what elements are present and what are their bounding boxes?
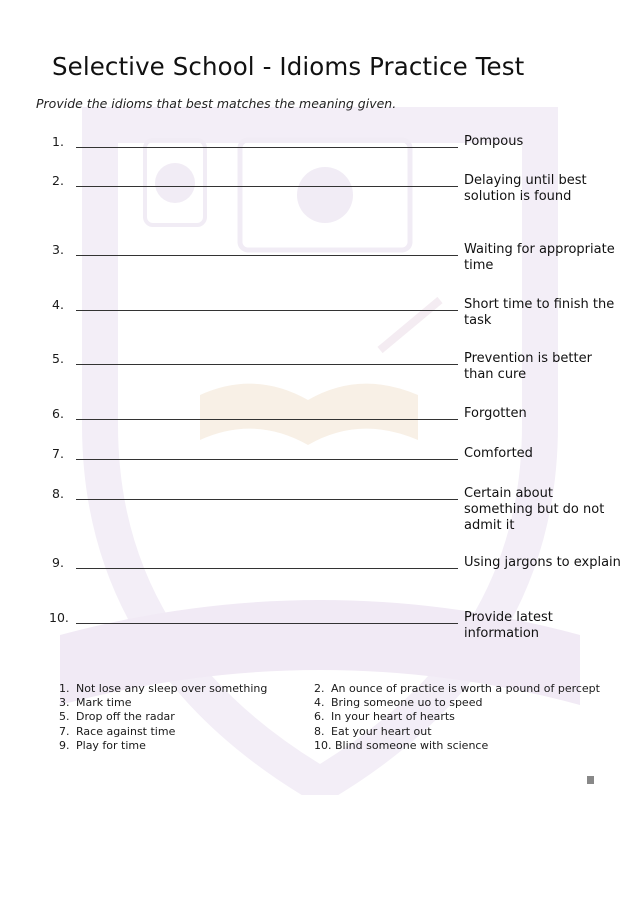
answer-line[interactable] (76, 186, 458, 187)
question-number: 2. (52, 173, 64, 188)
question-meaning: Delaying until best solution is found (464, 173, 587, 204)
answer-text: Race against time (76, 724, 176, 738)
answer-line[interactable] (76, 255, 458, 256)
answer-text: An ounce of practice is worth a pound of percept (331, 682, 600, 695)
question-number: 3. (52, 242, 64, 257)
answer-item (314, 710, 455, 724)
question-meaning: Prevention is better than cure (464, 351, 592, 382)
question-meaning: Comforted (464, 446, 533, 461)
answer-item (59, 696, 131, 710)
answer-text: Blind someone with science (331, 738, 489, 752)
question-number: 4. (52, 297, 64, 312)
answer-line[interactable] (76, 419, 458, 420)
answer-item (59, 739, 146, 753)
instructions: Provide the idioms that best matches the meaning given. (36, 96, 397, 111)
answer-text: Eat your heart out (331, 724, 432, 738)
answer-line[interactable] (76, 459, 458, 460)
answer-number: 4. (314, 696, 325, 710)
answer-item (314, 696, 482, 710)
answer-number: 1. (59, 682, 70, 695)
question-number: 5. (52, 351, 64, 366)
answer-item (314, 725, 432, 739)
answer-line[interactable] (76, 499, 458, 500)
question-meaning: Using jargons to explain (464, 555, 621, 570)
question-number: 6. (52, 406, 64, 421)
question-number: 1. (52, 134, 64, 149)
answer-number: 5. (59, 710, 70, 724)
question-meaning: Short time to finish the task (464, 297, 615, 328)
answer-text: Bring someone uo to speed (331, 696, 483, 710)
answer-text: Play for time (76, 738, 146, 752)
answer-number: 6. (314, 710, 325, 724)
answer-line[interactable] (76, 364, 458, 365)
answer-line[interactable] (76, 147, 458, 148)
answer-line[interactable] (76, 623, 458, 624)
answer-number: 7. (59, 724, 70, 738)
answer-number: 8. (314, 724, 325, 738)
question-meaning: Forgotten (464, 406, 527, 421)
question-number: 8. (52, 486, 64, 501)
page-title: Selective School - Idioms Practice Test (52, 52, 525, 81)
answer-item (59, 710, 175, 724)
answer-line[interactable] (76, 310, 458, 311)
answer-number: 3. (59, 696, 70, 710)
question-meaning: Waiting for appropriate time (464, 242, 615, 273)
question-number: 7. (52, 446, 64, 461)
answer-text: In your heart of hearts (331, 710, 455, 724)
answer-number: 10. (314, 738, 332, 752)
question-meaning: Provide latest information (464, 610, 553, 641)
answer-text: Not lose any sleep over something (76, 682, 268, 695)
answer-item (59, 682, 267, 696)
answer-number: 2. (314, 682, 325, 695)
question-number: 9. (52, 555, 64, 570)
page-marker (587, 776, 594, 784)
answer-line[interactable] (76, 568, 458, 569)
answer-number: 9. (59, 738, 70, 752)
answer-item (59, 725, 175, 739)
question-number: 10. (49, 610, 69, 625)
question-meaning: Pompous (464, 134, 524, 149)
answer-text: Drop off the radar (76, 710, 175, 724)
answer-text: Mark time (76, 696, 132, 710)
answer-item (314, 682, 600, 696)
answer-item (314, 739, 488, 753)
question-meaning: Certain about something but do not admit it (464, 486, 605, 533)
